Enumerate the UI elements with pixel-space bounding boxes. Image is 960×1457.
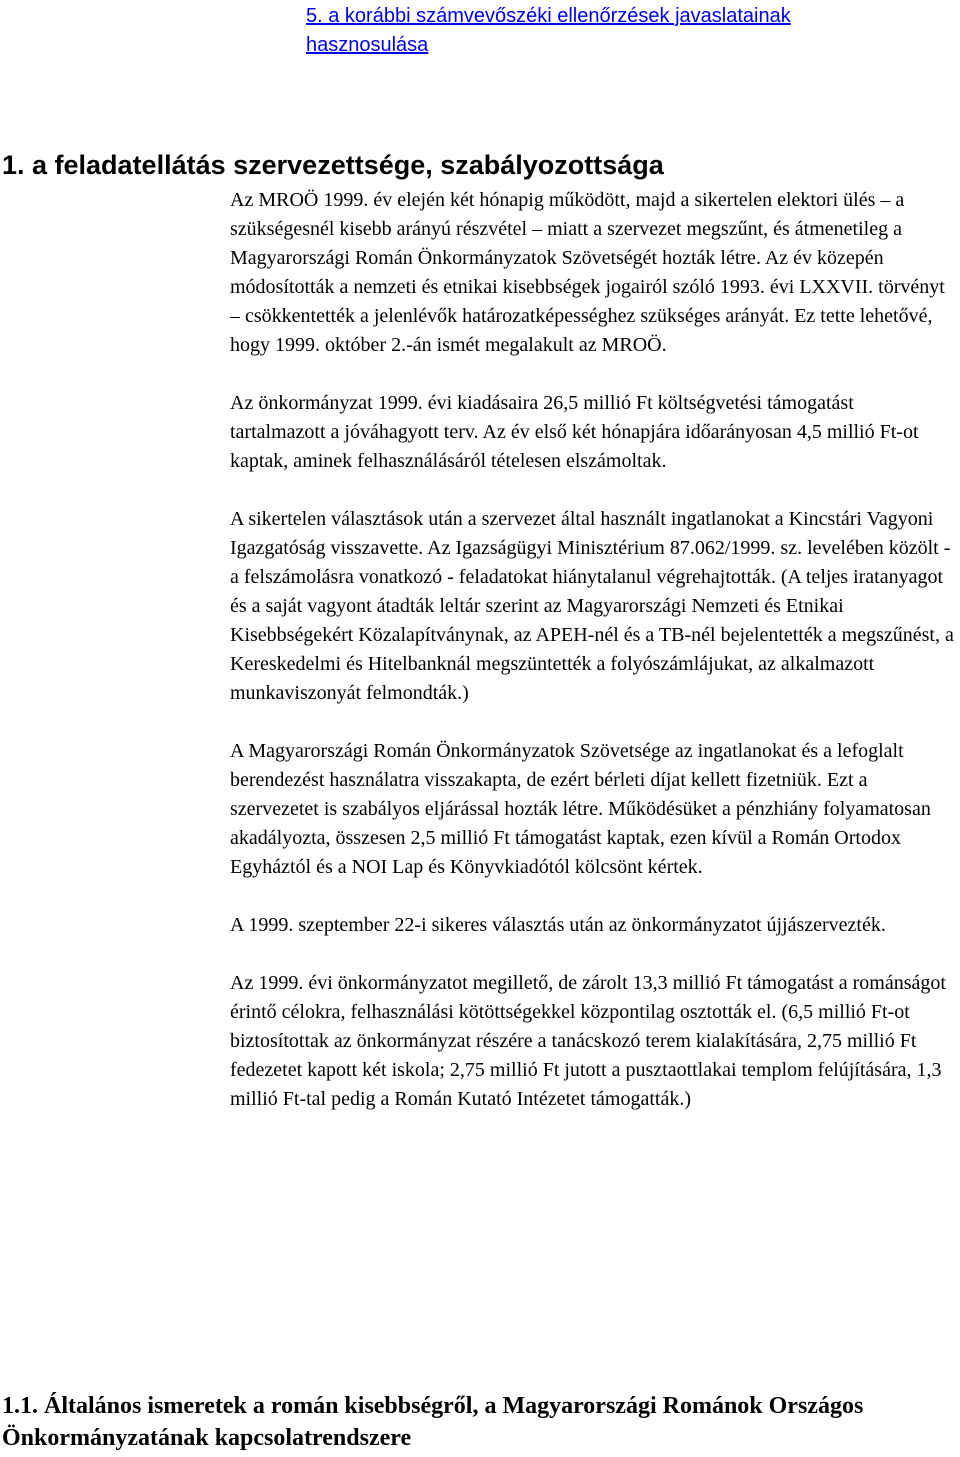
toc-link[interactable]: 5. a korábbi számvevőszéki ellenőrzések javaslatainak hasznosulása [306, 5, 791, 56]
paragraph-2: Az önkormányzat 1999. évi kiadásaira 26,5 millió Ft költségvetési támogatást tartalmazott a jóváhagyott terv. Az év első két hónapjára időarányosan 4,5 millió Ft-ot kaptak, aminek felhasználásáról tételesen elszámoltak. [230, 392, 919, 472]
section-heading: 1. a feladatellátás szervezettsége, szabályozottsága [2, 150, 664, 180]
paragraph-4: A Magyarországi Román Önkormányzatok Szövetsége az ingatlanokat és a lefoglalt berendezést használatra visszakapta, de ezért bérleti díjat kellett fizetniük. Ezt a szervezetet is szabályos eljárással hozták létre. Működésüket a pénzhiány folyamatosan akadályozta, összesen 2,5 millió Ft támogatást kaptak, ezen kívül a Román Ortodox Egyháztól és a NOI Lap és Könyvkiadótól kölcsönt kértek. [230, 740, 931, 878]
paragraph-6: Az 1999. évi önkormányzatot megillető, de zárolt 13,3 millió Ft támogatást a románságot érintő célokra, felhasználási kötöttségekkel központilag osztották el. (6,5 millió Ft-ot biztosítottak az önkormányzat részére a tanácskozó terem kialakítására, 2,75 millió Ft fedezetet kapott két iskola; 2,75 millió Ft jutott a pusztaottlakai templom felújítására, 1,3 millió Ft-tal pedig a Román Kutató Intézetet támogatták.) [230, 972, 946, 1110]
section-body [230, 186, 954, 1143]
paragraph-5: A 1999. szeptember 22-i sikeres választás után az önkormányzatot újjászervezték. [230, 914, 886, 936]
subsection-heading: 1.1. Általános ismeretek a román kisebbségről, a Magyarországi Románok Országos Önkormányzatának kapcsolatrendszere [2, 1393, 864, 1451]
paragraph-1: Az MROÖ 1999. év elején két hónapig működött, majd a sikertelen elektori ülés – a szükségesnél kisebb arányú részvétel – miatt a szervezet megszűnt, és átmenetileg a Magyarországi Román Önkormányzatok Szövetségét hozták létre. Az év közepén módosították a nemzeti és etnikai kisebbségek jogairól szóló 1993. évi LXXVII. törvényt – csökkentették a jelenlévők határozatképességhez szükséges arányát. Ez tette lehetővé, hogy 1999. október 2.-án ismét megalakult az MROÖ. [230, 189, 945, 356]
paragraph-3: A sikertelen választások után a szervezet által használt ingatlanokat a Kincstári Vagyoni Igazgatóság visszavette. Az Igazságügyi Minisztérium 87.062/1999. sz. levelében közölt - a felszámolásra vonatkozó - feladatokat hiánytalanul végrehajtották. (A teljes iratanyagot és a saját vagyont átadták leltár szerint az Magyarországi Nemzeti és Etnikai Kisebbségekért Közalapítványnak, az APEH-nél és a TB-nél bejelentették a megszűnést, a Kereskedelmi és Hitelbanknál megszüntették a folyószámlájukat, az alkalmazott munkaviszonyát felmondták.) [230, 508, 954, 704]
